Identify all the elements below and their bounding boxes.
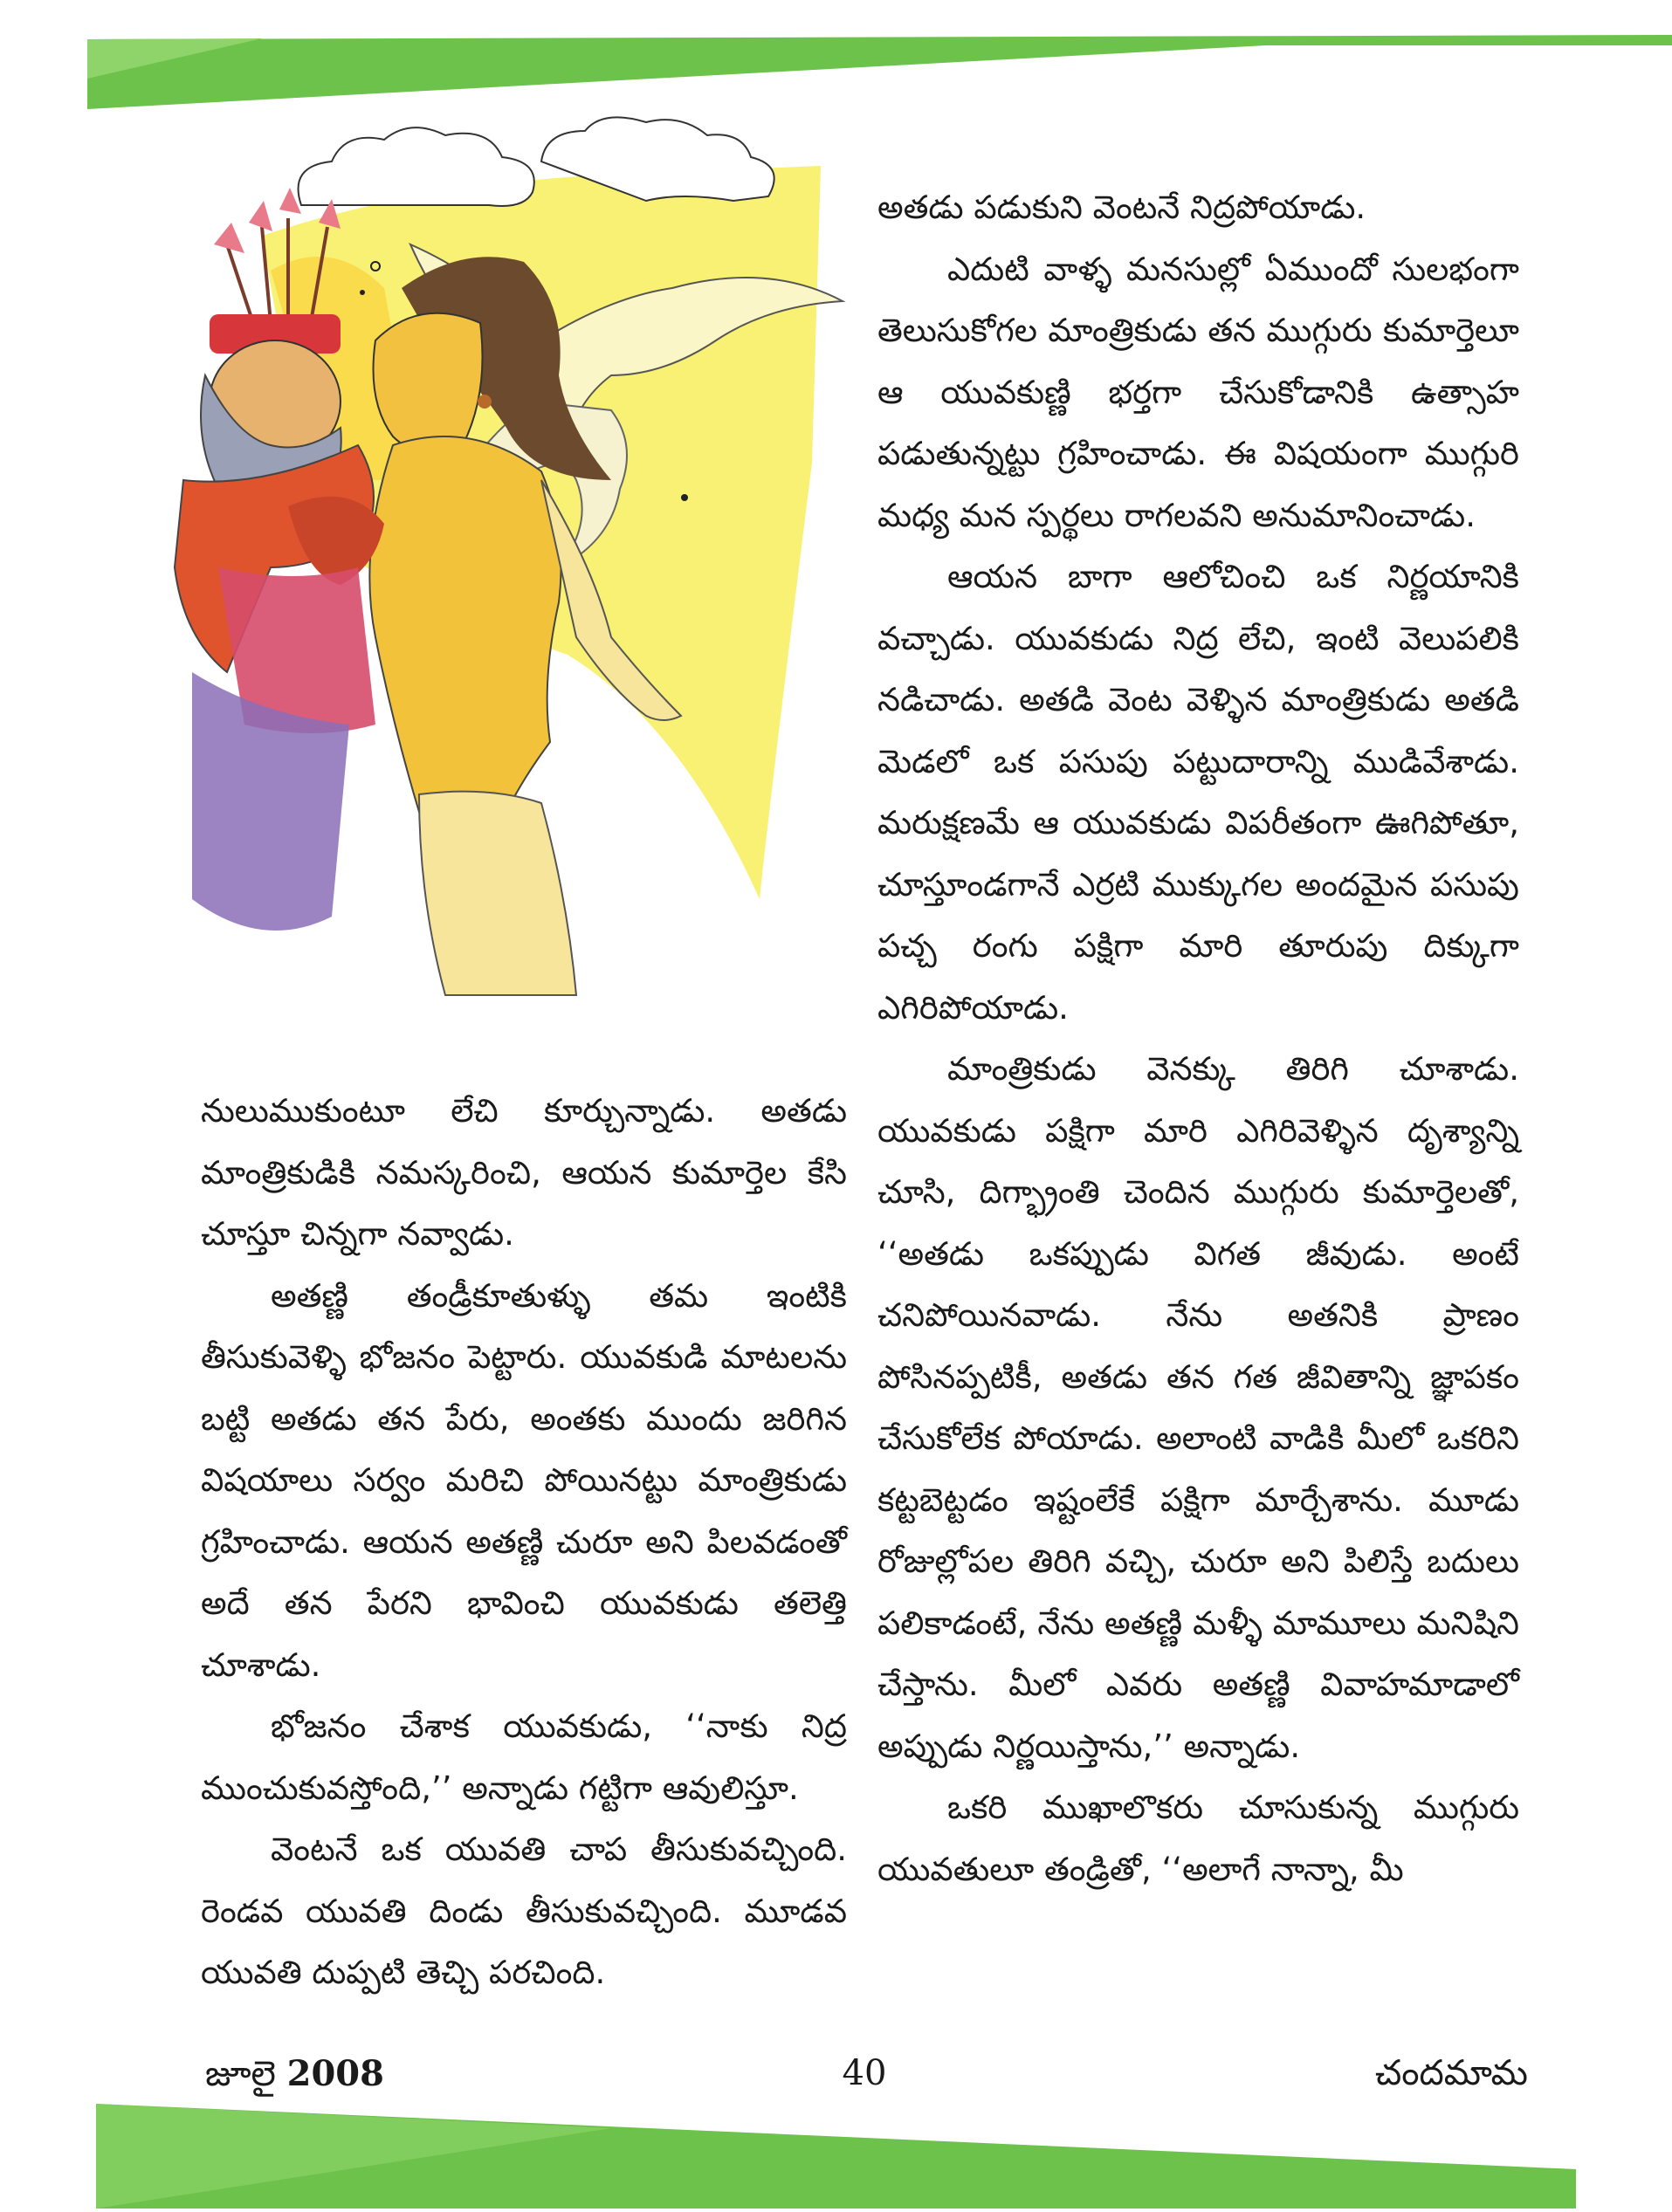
paragraph: ఎదుటి వాళ్ళ మనసుల్లో ఏముందో సులభంగా తెలుసుకోగల మాంత్రికుడు తన ముగ్గురు కుమార్తెలూ ఆ యువకుణ్ణి భర్తగా చేసుకోడానికి ఉత్సాహ పడుతున్నట్టు గ్రహించాడు. ఈ విషయంగా ముగ్గురి మధ్య మన స్పర్థలు రాగలవని అనుమానించాడు. [877,250,1519,534]
paragraph: ఆయన బాగా ఆలోచించి ఒక నిర్ణయానికి వచ్చాడు. యువకుడు నిద్ర లేచి, ఇంటి వెలుపలికి నడిచాడు. అతడి వెంట వెళ్ళిన మాంత్రికుడు అతడి మెడలో ఒక పసుపు పట్టుదారాన్ని ముడివేశాడు. మరుక్షణమే ఆ యువకుడు విపరీతంగా ఊగిపోతూ, చూస్తూండగానే ఎర్రటి ముక్కుగల అందమైన పసుపు పచ్చ రంగు పక్షిగా మారి తూరుపు దిక్కుగా ఎగిరిపోయాడు. [877,558,1519,1027]
paragraph: నులుముకుంటూ లేచి కూర్చున్నాడు. అతడు మాంత్రికుడికి నమస్కరించి, ఆయన కుమార్తెల కేసి చూస్తూ చిన్నగా నవ్వాడు. [201,1092,847,1253]
paragraph: అతడు పడుకుని వెంటనే నిద్రపోయాడు. [877,189,1366,226]
paragraph: భోజనం చేశాక యువకుడు, ‘‘నాకు నిద్ర ముంచుకువస్తోంది,’’ అన్నాడు గట్టిగా ఆవులిస్తూ. [201,1707,847,1807]
paragraph: అతణ్ణి తండ్రీకూతుళ్ళు తమ ఇంటికి తీసుకువెళ్ళి భోజనం పెట్టారు. యువకుడి మాటలను బట్టి అతడు తన పేరు, అంతకు ముందు జరిగిన విషయాలు సర్వం మరిచి పోయినట్టు మాంత్రికుడు గ్రహించాడు. ఆయన అతణ్ణి చురూ అని పిలవడంతో అదే తన పేరని భావించి యువకుడు తలెత్తి చూశాడు. [201,1276,847,1684]
bottom-green-band [0,2078,1672,2212]
top-green-band [0,0,1672,122]
page-number: 40 [842,2053,887,2093]
paragraph: మాంత్రికుడు వెనక్కు తిరిగి చూశాడు. యువకుడు పక్షిగా మారి ఎగిరివెళ్ళిన దృశ్యాన్ని చూసి, దిగ్భ్రాంతి చెందిన ముగ్గురు కుమార్తెలతో, ‘‘అతడు ఒకప్పుడు విగత జీవుడు. అంటే చనిపోయినవాడు. నేను అతనికి ప్రాణం పోసినప్పటికీ, అతడు తన గత జీవితాన్ని జ్ఞాపకం చేసుకోలేక పోయాడు. అలాంటి వాడికి మీలో ఒకరిని కట్టబెట్టడం ఇష్టంలేకే పక్షిగా మార్చేశాను. మూడు రోజుల్లోపల తిరిగి వచ్చి, చురూ అని పిలిస్తే బదులు పలికాడంటే, నేను అతణ్ణి మళ్ళీ మామూలు మనిషిని చేస్తాను. మీలో ఎవరు అతణ్ణి వివాహమాడాలో అప్పుడు నిర్ణయిస్తాను,’’ అన్నాడు. [877,1050,1519,1765]
illustration-king-youth-bird [157,113,856,1065]
right-text-column [877,177,1519,1900]
footer-month: జూలై [205,2054,276,2094]
paragraph: ఒకరి ముఖాలొకరు చూసుకున్న ముగ్గురు యువతులూ తండ్రితో, ‘‘అలాగే నాన్నా, మీ [877,1789,1519,1888]
footer-year: 2008 [286,2053,384,2094]
paragraph: వెంటనే ఒక యువతి చాప తీసుకువచ్చింది. రెండవ యువతి దిండు తీసుకువచ్చింది. మూడవ యువతి దుప్పటి తెచ్చి పరచింది. [201,1831,847,1991]
magazine-name: చందమామ [1374,2053,1528,2093]
left-text-column [201,1081,847,2004]
